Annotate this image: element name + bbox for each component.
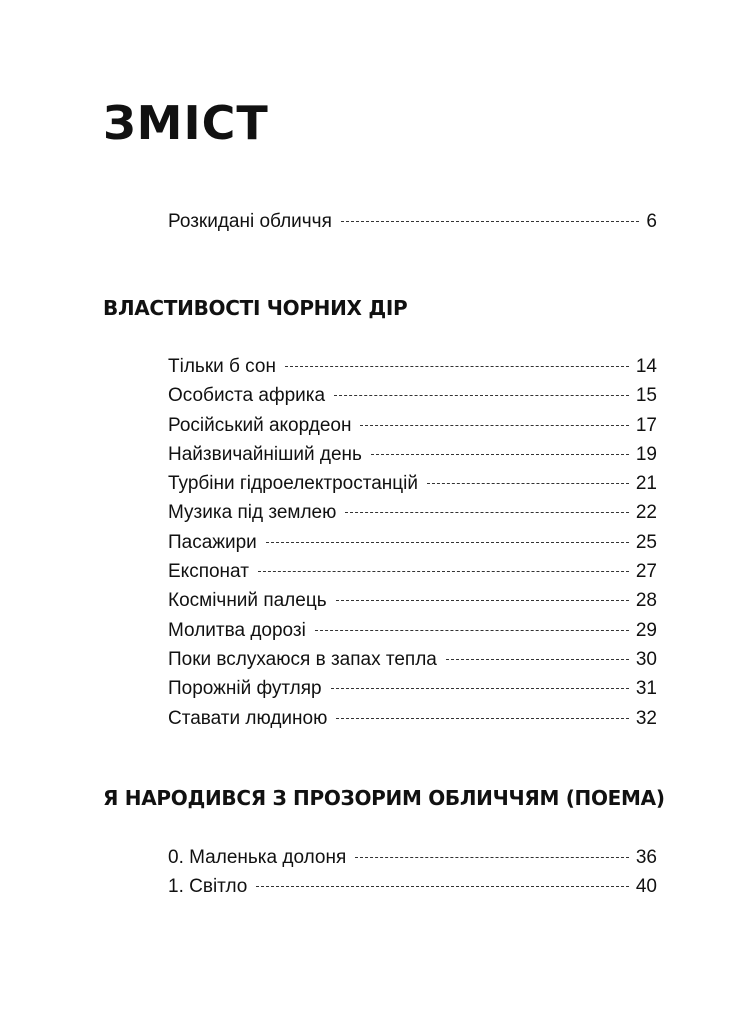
toc-entry-page-number: 32 [635, 707, 657, 729]
toc-entry-title: Пасажири [168, 531, 257, 553]
toc-entry [168, 704, 657, 733]
toc-entry [168, 645, 657, 674]
toc-entry [168, 616, 657, 645]
toc-entry-page-number: 31 [635, 678, 657, 700]
toc-entry [168, 411, 657, 440]
dotted-leader [285, 366, 629, 367]
toc-entry-title: Молитва дорозі [168, 619, 306, 641]
toc-entry [168, 440, 657, 469]
toc-entry-title: Експонат [168, 561, 249, 583]
toc-entry-title: Особиста африка [168, 385, 326, 407]
page-title: ЗМІСТ [103, 96, 269, 150]
toc-entry-title: Поки вслухаюся в запах тепла [168, 648, 437, 670]
toc-entry-page-number: 17 [635, 414, 657, 436]
dotted-leader [341, 221, 640, 222]
toc-entry-title: Космічний палець [168, 590, 327, 612]
toc-entry-page-number: 6 [646, 211, 657, 232]
dotted-leader [336, 600, 629, 601]
toc-entry [168, 843, 657, 872]
toc-entry-page-number: 14 [635, 356, 657, 377]
toc-entry [168, 352, 657, 381]
toc-entry [168, 498, 657, 527]
toc-entry-title: Тільки б сон [168, 356, 276, 377]
toc-entry [168, 207, 657, 236]
dotted-leader [331, 688, 629, 689]
toc-entry-title: Музика під землею [168, 502, 337, 524]
dotted-leader [371, 454, 629, 455]
toc-entry-page-number: 21 [635, 473, 657, 495]
toc-entry-title: Порожній футляр [168, 678, 322, 700]
dotted-leader [446, 659, 629, 660]
toc-entry-page-number: 30 [635, 648, 657, 670]
toc-entry-page-number: 22 [635, 502, 657, 524]
toc-entry-page-number: 28 [635, 590, 657, 612]
intro-entry-list [168, 207, 657, 236]
toc-entry-title: 0. Маленька долоня [168, 847, 347, 868]
toc-entry [168, 586, 657, 615]
dotted-leader [256, 886, 629, 887]
dotted-leader [315, 630, 629, 631]
section-entry-list-black-holes [168, 352, 657, 733]
dotted-leader [266, 542, 629, 543]
toc-entry [168, 381, 657, 410]
dotted-leader [345, 512, 629, 513]
section-title-black-holes: ВЛАСТИВОСТІ ЧОРНИХ ДІР [103, 296, 408, 320]
toc-entry-page-number: 19 [635, 443, 657, 465]
toc-entry-title: Розкидані обличчя [168, 211, 332, 232]
dotted-leader [336, 718, 629, 719]
dotted-leader [355, 857, 629, 858]
dotted-leader [360, 425, 628, 426]
toc-entry-title: Турбіни гідроелектростанцій [168, 473, 418, 495]
toc-entry [168, 528, 657, 557]
toc-entry-title: Ставати людиною [168, 707, 328, 729]
toc-entry-page-number: 36 [635, 847, 657, 868]
toc-entry-page-number: 40 [635, 876, 657, 898]
dotted-leader [334, 395, 629, 396]
toc-entry [168, 469, 657, 498]
toc-entry-title: Найзвичайніший день [168, 443, 362, 465]
dotted-leader [258, 571, 629, 572]
section-entry-list-transparent-face [168, 843, 657, 902]
dotted-leader [427, 483, 629, 484]
toc-entry-page-number: 27 [635, 561, 657, 583]
toc-entry [168, 674, 657, 703]
toc-entry-page-number: 25 [635, 531, 657, 553]
toc-entry-page-number: 29 [635, 619, 657, 641]
toc-entry [168, 872, 657, 901]
toc-entry-page-number: 15 [635, 385, 657, 407]
toc-entry [168, 557, 657, 586]
toc-entry-title: Російський акордеон [168, 414, 352, 436]
toc-entry-title: 1. Світло [168, 876, 248, 898]
section-title-transparent-face: Я НАРОДИВСЯ З ПРОЗОРИМ ОБЛИЧЧЯМ (ПОЕМА) [103, 786, 665, 810]
